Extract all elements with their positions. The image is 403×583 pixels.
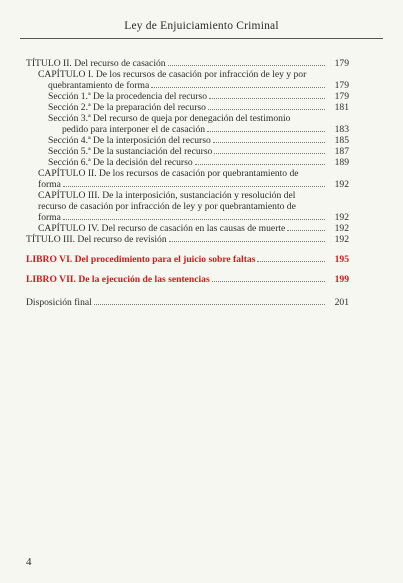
toc-entry-text: Sección 2.ª De la preparación del recurso <box>48 102 206 113</box>
toc-entry-text: Sección 5.ª De la sustanciación del recurso <box>48 146 213 157</box>
toc-entry-capitulo-iii[interactable] <box>26 190 349 201</box>
toc-entry-seccion-6[interactable] <box>26 157 349 168</box>
dot-leader <box>168 65 325 66</box>
toc-entry-capitulo-ii[interactable] <box>26 168 349 179</box>
running-header-title: Ley de Enjuiciamiento Criminal <box>124 20 279 32</box>
dot-leader <box>151 87 325 88</box>
toc-entry-text: CAPÍTULO III. De la interposición, sustanciación y resolución del <box>38 190 296 201</box>
dot-leader <box>208 109 325 110</box>
toc-entry-text: pedido para interponer el de casación <box>62 124 206 135</box>
dot-leader <box>213 142 325 143</box>
toc-entry-text: Sección 6.ª De la decisión del recurso <box>48 157 193 168</box>
toc-page-number: 201 <box>334 297 349 308</box>
toc-entry-titulo-iii[interactable] <box>26 234 349 245</box>
toc-entry-text: LIBRO VI. Del procedimiento para el juicio sobre faltas <box>26 254 256 265</box>
dot-leader <box>209 98 325 99</box>
toc-page-number: 189 <box>334 157 349 168</box>
dot-leader <box>63 186 325 187</box>
toc-page-number: 179 <box>334 58 349 69</box>
toc-entry-seccion-2[interactable] <box>26 102 349 113</box>
toc-entry-text: Disposición final <box>26 297 92 308</box>
toc-entry-capitulo-ii-cont[interactable] <box>26 179 349 190</box>
toc-entry-capitulo-i[interactable] <box>26 69 349 80</box>
toc-entry-capitulo-i-cont[interactable] <box>26 80 349 91</box>
toc-entry-text: CAPÍTULO II. De los recursos de casación por quebrantamiento de <box>38 168 299 179</box>
page-number: 4 <box>26 556 32 568</box>
toc-page-number: 195 <box>334 254 349 265</box>
toc-entry-capitulo-iii-cont[interactable] <box>26 201 349 212</box>
dot-leader <box>94 304 325 305</box>
toc-entry-capitulo-iv[interactable] <box>26 223 349 234</box>
toc-entry-text: Sección 4.ª De la interposición del recurso <box>48 135 211 146</box>
toc-entry-text: recurso de casación por infracción de ley y por quebrantamiento de <box>38 201 296 212</box>
toc-entry-capitulo-iii-cont2[interactable] <box>26 212 349 223</box>
toc-page-number: 199 <box>334 274 349 285</box>
toc-page-number: 187 <box>334 146 349 157</box>
toc-page-number: 192 <box>334 212 349 223</box>
toc-entry-libro-vi[interactable] <box>26 254 349 265</box>
dot-leader <box>63 219 325 220</box>
toc-entry-text: Sección 1.ª De la procedencia del recurso <box>48 91 208 102</box>
dot-leader <box>287 230 325 231</box>
toc-page-number: 179 <box>334 80 349 91</box>
toc-entry-text: forma <box>38 212 61 223</box>
dot-leader <box>257 261 325 262</box>
toc-entry-seccion-3[interactable] <box>26 113 349 124</box>
dot-leader <box>212 281 325 282</box>
dot-leader <box>214 153 325 154</box>
toc-entry-titulo-ii[interactable] <box>26 58 349 69</box>
dot-leader <box>195 164 325 165</box>
toc-page-number: 192 <box>334 179 349 190</box>
toc-entry-text: LIBRO VII. De la ejecución de las sentencias <box>26 274 210 285</box>
toc-page-number: 183 <box>334 124 349 135</box>
toc-entry-text: TÍTULO II. Del recurso de casación <box>26 58 166 69</box>
toc-entry-disposicion-final[interactable] <box>26 297 349 308</box>
running-header <box>20 20 383 39</box>
dot-leader <box>169 241 325 242</box>
toc-entry-text: CAPÍTULO IV. Del recurso de casación en las causas de muerte <box>38 223 286 234</box>
toc-entry-text: CAPÍTULO I. De los recursos de casación por infracción de ley y por <box>38 69 307 80</box>
toc-page-number: 181 <box>334 102 349 113</box>
toc-page-number: 179 <box>334 91 349 102</box>
toc-entry-text: Sección 3.ª Del recurso de queja por denegación del testimonio <box>48 113 291 124</box>
toc-entry-text: forma <box>38 179 61 190</box>
toc-entry-text: TÍTULO III. Del recurso de revisión <box>26 234 167 245</box>
toc-entry-seccion-3-cont[interactable] <box>26 124 349 135</box>
toc-entry-libro-vii[interactable] <box>26 274 349 285</box>
toc-page-number: 185 <box>334 135 349 146</box>
table-of-contents <box>26 58 349 308</box>
toc-entry-seccion-5[interactable] <box>26 146 349 157</box>
toc-entry-text: quebrantamiento de forma <box>48 80 150 91</box>
dot-leader <box>207 131 325 132</box>
toc-entry-seccion-1[interactable] <box>26 91 349 102</box>
toc-page-number: 192 <box>334 234 349 245</box>
toc-entry-seccion-4[interactable] <box>26 135 349 146</box>
toc-page-number: 192 <box>334 223 349 234</box>
